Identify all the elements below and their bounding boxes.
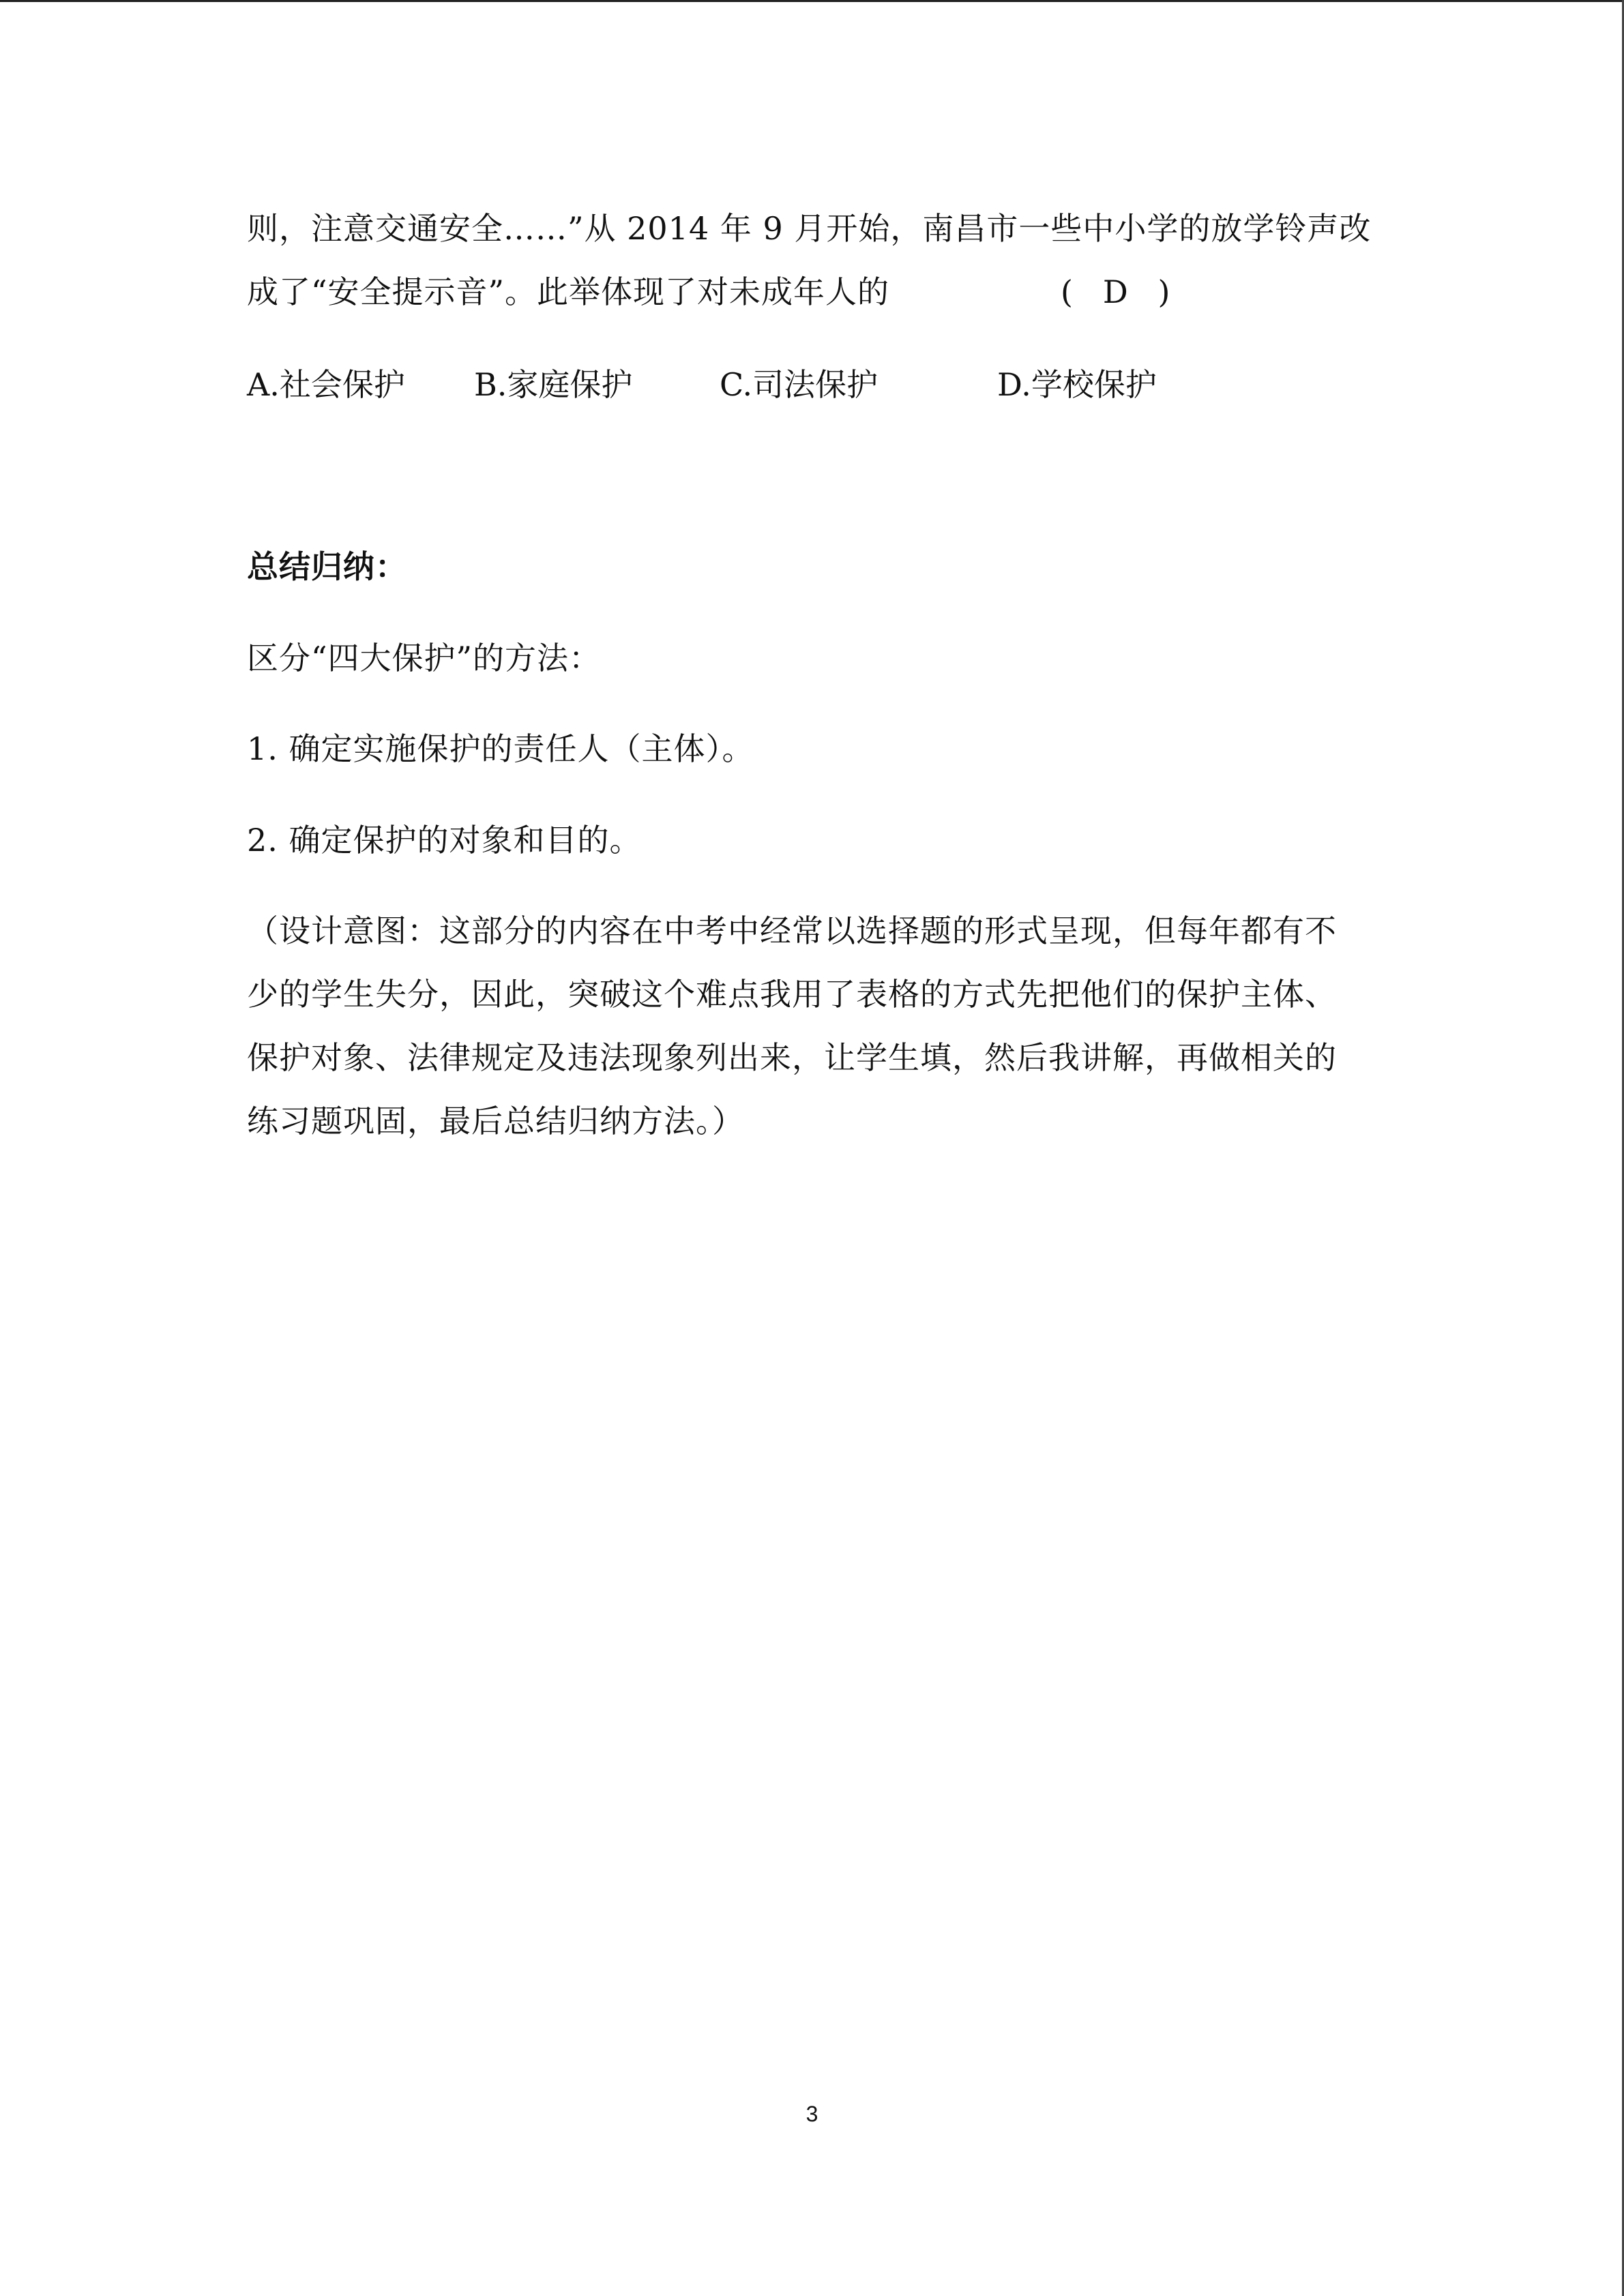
option-d: D.学校保护 <box>997 366 1157 403</box>
summary-point-2: 2. 确定保护的对象和目的。 <box>247 822 642 859</box>
design-note-line-1: （设计意图：这部分的内容在中考中经常以选择题的形式呈现，但每年都有不 <box>247 912 1337 949</box>
design-note-line-3: 保护对象、法律规定及违法现象列出来，让学生填，然后我讲解，再做相关的 <box>247 1039 1337 1076</box>
summary-heading: 总结归纳： <box>247 548 407 585</box>
option-b: B.家庭保护 <box>474 366 633 403</box>
question-text-line-2: 成了“安全提示音”。此举体现了对未成年人的 <box>247 273 890 310</box>
design-note-line-4: 练习题巩固，最后总结归纳方法。） <box>247 1103 744 1139</box>
option-c: C.司法保护 <box>720 366 879 403</box>
page-top-border <box>0 0 1624 2</box>
summary-intro: 区分“四大保护”的方法： <box>247 640 602 676</box>
page-number: 3 <box>806 2102 818 2126</box>
question-text-line-1: 则，注意交通安全……”从 2014 年 9 月开始，南昌市一些中小学的放学铃声改 <box>247 210 1372 247</box>
design-note-line-2: 少的学生失分，因此，突破这个难点我用了表格的方式先把他们的保护主体、 <box>247 976 1337 1013</box>
option-a: A.社会保护 <box>247 366 405 403</box>
question-answer: ( D ) <box>1061 273 1170 310</box>
summary-point-1: 1. 确定实施保护的责任人（主体）。 <box>247 730 754 767</box>
